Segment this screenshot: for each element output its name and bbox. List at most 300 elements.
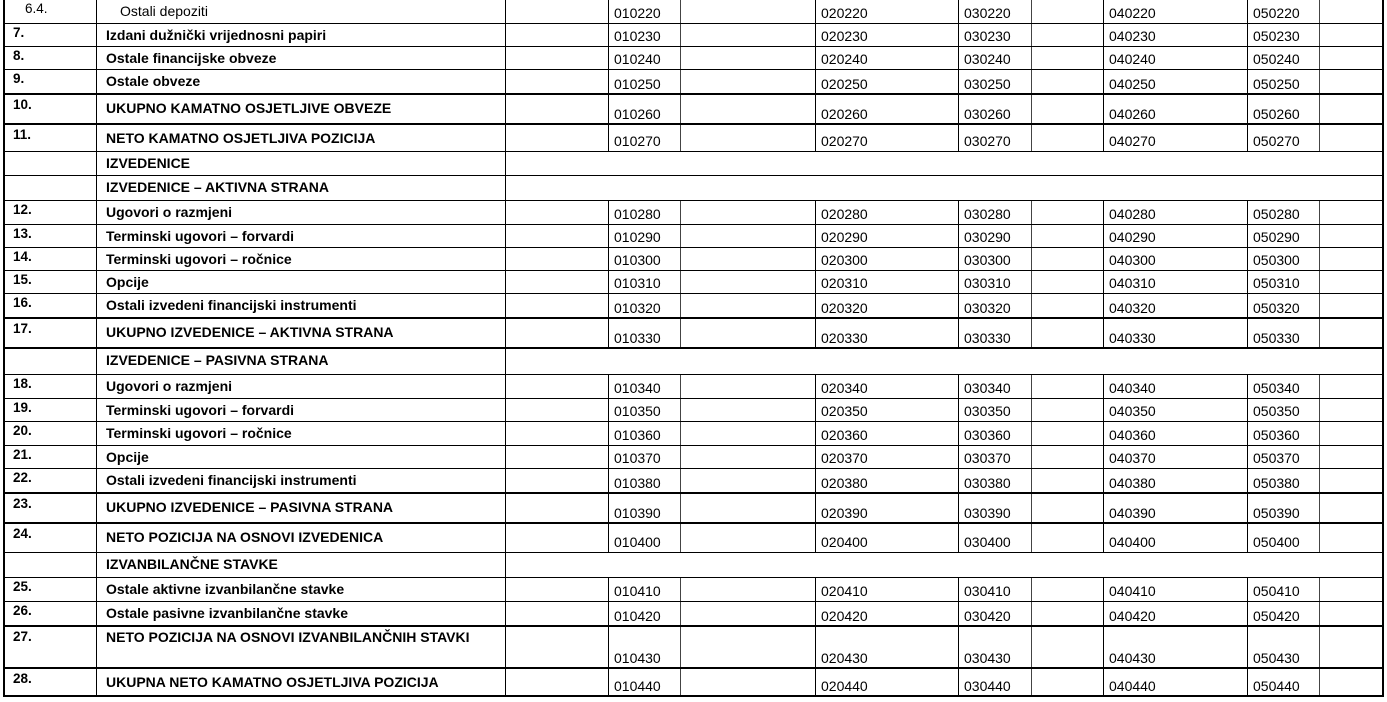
- code-cell: 030390: [964, 505, 1011, 521]
- code-cell: 020230: [821, 28, 868, 44]
- code-cell: 010420: [614, 608, 661, 624]
- column-divider: [1247, 24, 1248, 47]
- code-cell: 010230: [614, 28, 661, 44]
- subcolumn-divider: [1031, 201, 1032, 225]
- code-cell: 050430: [1253, 650, 1300, 666]
- code-cell: 010300: [614, 252, 661, 268]
- column-divider: [1247, 294, 1248, 319]
- code-cell: 020400: [821, 534, 868, 550]
- code-cell: 050380: [1253, 475, 1300, 491]
- column-divider: [96, 319, 97, 349]
- column-divider: [815, 469, 816, 494]
- code-cell: 020340: [821, 380, 868, 396]
- column-divider: [96, 375, 97, 399]
- subcolumn-divider: [1031, 524, 1032, 553]
- column-divider: [505, 152, 506, 176]
- table-row: [3, 294, 1384, 319]
- table-row: [3, 578, 1384, 602]
- table-row: [3, 494, 1384, 524]
- column-divider: [958, 47, 959, 70]
- column-divider: [505, 176, 506, 201]
- column-divider: [505, 494, 506, 524]
- table-row: [3, 627, 1384, 669]
- subcolumn-divider: [1319, 47, 1320, 70]
- column-divider: [1247, 446, 1248, 469]
- subcolumn-divider: [1319, 248, 1320, 271]
- code-cell: 030260: [964, 106, 1011, 122]
- code-cell: 050400: [1253, 534, 1300, 550]
- column-divider: [505, 349, 506, 375]
- table-row: [3, 47, 1384, 70]
- column-divider: [96, 47, 97, 70]
- row-label: UKUPNA NETO KAMATNO OSJETLJIVA POZICIJA: [106, 674, 439, 690]
- subcolumn-divider: [1031, 271, 1032, 294]
- column-divider: [1247, 469, 1248, 494]
- code-cell: 020370: [821, 450, 868, 466]
- subcolumn-divider: [1319, 627, 1320, 669]
- column-divider: [958, 24, 959, 47]
- column-divider: [815, 294, 816, 319]
- code-cell: 040250: [1109, 76, 1156, 92]
- column-divider: [96, 176, 97, 201]
- code-cell: 010440: [614, 678, 661, 694]
- code-cell: 040300: [1109, 252, 1156, 268]
- row-label: Terminski ugovori – forvardi: [106, 228, 295, 244]
- column-divider: [815, 125, 816, 152]
- code-cell: 040290: [1109, 229, 1156, 245]
- subcolumn-divider: [680, 225, 681, 248]
- column-divider: [1103, 578, 1104, 602]
- subcolumn-divider: [680, 47, 681, 70]
- code-cell: 010410: [614, 583, 661, 599]
- subcolumn-divider: [680, 70, 681, 95]
- code-cell: 050440: [1253, 678, 1300, 694]
- column-divider: [96, 553, 97, 578]
- column-divider: [1247, 201, 1248, 225]
- row-number: 22.: [13, 470, 32, 485]
- column-divider: [958, 225, 959, 248]
- row-number: 20.: [13, 423, 32, 438]
- code-cell: 040360: [1109, 427, 1156, 443]
- row-number: 6.4.: [25, 1, 48, 16]
- column-divider: [505, 469, 506, 494]
- code-cell: 010260: [614, 106, 661, 122]
- column-divider: [608, 95, 609, 125]
- column-divider: [505, 422, 506, 446]
- column-divider: [505, 399, 506, 422]
- column-divider: [96, 469, 97, 494]
- column-divider: [815, 70, 816, 95]
- subcolumn-divider: [1319, 399, 1320, 422]
- subcolumn-divider: [1031, 95, 1032, 125]
- row-label: UKUPNO IZVEDENICE – AKTIVNA STRANA: [106, 324, 394, 340]
- column-divider: [958, 125, 959, 152]
- table-row: [3, 375, 1384, 399]
- code-cell: 040310: [1109, 275, 1156, 291]
- row-number: 26.: [13, 603, 32, 618]
- row-border: [3, 696, 1384, 697]
- column-divider: [958, 578, 959, 602]
- column-divider: [505, 271, 506, 294]
- code-cell: 050260: [1253, 106, 1300, 122]
- code-cell: 040390: [1109, 505, 1156, 521]
- column-divider: [505, 553, 506, 578]
- row-number: 25.: [13, 579, 32, 594]
- subcolumn-divider: [1031, 125, 1032, 152]
- column-divider: [815, 399, 816, 422]
- row-number: 12.: [13, 202, 32, 217]
- column-divider: [608, 469, 609, 494]
- row-label: UKUPNO IZVEDENICE – PASIVNA STRANA: [106, 499, 394, 515]
- code-cell: 020390: [821, 505, 868, 521]
- subcolumn-divider: [680, 0, 681, 24]
- code-cell: 030330: [964, 330, 1011, 346]
- subcolumn-divider: [680, 201, 681, 225]
- code-cell: 030300: [964, 252, 1011, 268]
- subcolumn-divider: [1319, 125, 1320, 152]
- column-divider: [815, 669, 816, 697]
- row-label: Terminski ugovori – ročnice: [106, 425, 292, 441]
- column-divider: [1247, 494, 1248, 524]
- column-divider: [1103, 602, 1104, 627]
- column-divider: [1103, 319, 1104, 349]
- code-cell: 010250: [614, 76, 661, 92]
- column-divider: [958, 294, 959, 319]
- code-cell: 010320: [614, 300, 661, 316]
- row-number: 24.: [13, 526, 32, 541]
- subcolumn-divider: [1031, 578, 1032, 602]
- column-divider: [608, 494, 609, 524]
- subcolumn-divider: [1319, 446, 1320, 469]
- column-divider: [958, 422, 959, 446]
- code-cell: 050340: [1253, 380, 1300, 396]
- code-cell: 050360: [1253, 427, 1300, 443]
- column-divider: [505, 602, 506, 627]
- column-divider: [96, 0, 97, 24]
- code-cell: 030240: [964, 51, 1011, 67]
- section-header-row: [3, 176, 1384, 201]
- column-divider: [96, 399, 97, 422]
- column-divider: [815, 627, 816, 669]
- subcolumn-divider: [1031, 70, 1032, 95]
- row-label: Ostali depoziti: [120, 3, 208, 19]
- row-number: 8.: [13, 48, 25, 63]
- code-cell: 030290: [964, 229, 1011, 245]
- code-cell: 040280: [1109, 206, 1156, 222]
- column-divider: [1247, 422, 1248, 446]
- code-cell: 050420: [1253, 608, 1300, 624]
- column-divider: [1103, 524, 1104, 553]
- code-cell: 010270: [614, 133, 661, 149]
- table-row: [3, 669, 1384, 697]
- column-divider: [1247, 225, 1248, 248]
- column-divider: [958, 627, 959, 669]
- subcolumn-divider: [1031, 422, 1032, 446]
- subcolumn-divider: [1031, 24, 1032, 47]
- column-divider: [96, 627, 97, 669]
- column-divider: [958, 319, 959, 349]
- column-divider: [608, 24, 609, 47]
- code-cell: 020280: [821, 206, 868, 222]
- column-divider: [96, 248, 97, 271]
- row-label: Ugovori o razmjeni: [106, 204, 233, 220]
- row-label: Opcije: [106, 274, 149, 290]
- column-divider: [96, 125, 97, 152]
- section-header-row: [3, 152, 1384, 176]
- row-label: UKUPNO KAMATNO OSJETLJIVE OBVEZE: [106, 100, 392, 116]
- report-table: [3, 0, 1384, 700]
- code-cell: 010350: [614, 403, 661, 419]
- code-cell: 010340: [614, 380, 661, 396]
- code-cell: 020420: [821, 608, 868, 624]
- code-cell: 020320: [821, 300, 868, 316]
- column-divider: [608, 446, 609, 469]
- code-cell: 030360: [964, 427, 1011, 443]
- column-divider: [608, 602, 609, 627]
- column-divider: [96, 201, 97, 225]
- column-divider: [1247, 375, 1248, 399]
- code-cell: 040400: [1109, 534, 1156, 550]
- column-divider: [958, 469, 959, 494]
- column-divider: [958, 669, 959, 697]
- code-cell: 010390: [614, 505, 661, 521]
- code-cell: 030320: [964, 300, 1011, 316]
- code-cell: 010310: [614, 275, 661, 291]
- code-cell: 040440: [1109, 678, 1156, 694]
- row-number: 17.: [13, 321, 32, 336]
- column-divider: [505, 524, 506, 553]
- row-label: Ostali izvedeni financijski instrumenti: [106, 297, 357, 313]
- row-number: [3, 152, 94, 176]
- code-cell: 030420: [964, 608, 1011, 624]
- column-divider: [958, 201, 959, 225]
- subcolumn-divider: [680, 399, 681, 422]
- code-cell: 020350: [821, 403, 868, 419]
- table-row: [3, 70, 1384, 95]
- row-label: Ugovori o razmjeni: [106, 378, 233, 394]
- subcolumn-divider: [1319, 578, 1320, 602]
- column-divider: [608, 524, 609, 553]
- row-label: Terminski ugovori – forvardi: [106, 402, 295, 418]
- column-divider: [96, 446, 97, 469]
- column-divider: [96, 24, 97, 47]
- code-cell: 040270: [1109, 133, 1156, 149]
- subcolumn-divider: [680, 446, 681, 469]
- code-cell: 030410: [964, 583, 1011, 599]
- column-divider: [815, 47, 816, 70]
- code-cell: 020270: [821, 133, 868, 149]
- subcolumn-divider: [1031, 225, 1032, 248]
- row-number: 28.: [13, 671, 32, 686]
- code-cell: 030350: [964, 403, 1011, 419]
- subcolumn-divider: [1031, 494, 1032, 524]
- column-divider: [505, 201, 506, 225]
- section-header-row: [3, 553, 1384, 578]
- code-cell: 030430: [964, 650, 1011, 666]
- column-divider: [505, 125, 506, 152]
- row-label: Ostale financijske obveze: [106, 50, 277, 66]
- code-cell: 030280: [964, 206, 1011, 222]
- column-divider: [608, 399, 609, 422]
- row-number: 7.: [13, 25, 25, 40]
- code-cell: 020330: [821, 330, 868, 346]
- row-label: Ostale aktivne izvanbilančne stavke: [106, 581, 345, 597]
- code-cell: 020380: [821, 475, 868, 491]
- code-cell: 040430: [1109, 650, 1156, 666]
- column-divider: [608, 578, 609, 602]
- column-divider: [1103, 294, 1104, 319]
- code-cell: 010330: [614, 330, 661, 346]
- code-cell: 020300: [821, 252, 868, 268]
- column-divider: [815, 319, 816, 349]
- table-row: [3, 125, 1384, 152]
- code-cell: 040380: [1109, 475, 1156, 491]
- subcolumn-divider: [1319, 225, 1320, 248]
- code-cell: 030370: [964, 450, 1011, 466]
- code-cell: 020430: [821, 650, 868, 666]
- subcolumn-divider: [1031, 669, 1032, 697]
- subcolumn-divider: [680, 319, 681, 349]
- column-divider: [958, 271, 959, 294]
- code-cell: 050370: [1253, 450, 1300, 466]
- section-header-row: [3, 349, 1384, 375]
- code-cell: 050410: [1253, 583, 1300, 599]
- column-divider: [96, 271, 97, 294]
- column-divider: [815, 375, 816, 399]
- column-divider: [1247, 47, 1248, 70]
- column-divider: [608, 422, 609, 446]
- column-divider: [96, 494, 97, 524]
- subcolumn-divider: [1319, 319, 1320, 349]
- row-number: 9.: [13, 71, 25, 86]
- column-divider: [608, 0, 609, 24]
- code-cell: 030230: [964, 28, 1011, 44]
- column-divider: [96, 294, 97, 319]
- subcolumn-divider: [1031, 248, 1032, 271]
- code-cell: 050300: [1253, 252, 1300, 268]
- subcolumn-divider: [1031, 469, 1032, 494]
- code-cell: 040370: [1109, 450, 1156, 466]
- subcolumn-divider: [680, 627, 681, 669]
- code-cell: 010220: [614, 5, 661, 21]
- code-cell: 050350: [1253, 403, 1300, 419]
- column-divider: [815, 225, 816, 248]
- column-divider: [608, 248, 609, 271]
- column-divider: [608, 201, 609, 225]
- code-cell: 050290: [1253, 229, 1300, 245]
- code-cell: 010360: [614, 427, 661, 443]
- column-divider: [1247, 627, 1248, 669]
- row-label: NETO KAMATNO OSJETLJIVA POZICIJA: [106, 130, 376, 146]
- table-row: [3, 95, 1384, 125]
- code-cell: 020250: [821, 76, 868, 92]
- table-row: [3, 0, 1384, 24]
- column-divider: [608, 47, 609, 70]
- column-divider: [958, 70, 959, 95]
- column-divider: [505, 669, 506, 697]
- column-divider: [96, 524, 97, 553]
- column-divider: [505, 95, 506, 125]
- column-divider: [608, 627, 609, 669]
- column-divider: [1103, 248, 1104, 271]
- code-cell: 030440: [964, 678, 1011, 694]
- table-row: [3, 319, 1384, 349]
- subcolumn-divider: [680, 271, 681, 294]
- column-divider: [1103, 24, 1104, 47]
- subcolumn-divider: [680, 469, 681, 494]
- column-divider: [96, 602, 97, 627]
- column-divider: [1103, 225, 1104, 248]
- subcolumn-divider: [1319, 524, 1320, 553]
- column-divider: [96, 152, 97, 176]
- row-number: 23.: [13, 496, 32, 511]
- code-cell: 010280: [614, 206, 661, 222]
- code-cell: 020220: [821, 5, 868, 21]
- column-divider: [1247, 0, 1248, 24]
- code-cell: 040220: [1109, 5, 1156, 21]
- column-divider: [1103, 47, 1104, 70]
- subcolumn-divider: [680, 578, 681, 602]
- table-row: [3, 469, 1384, 494]
- code-cell: 010240: [614, 51, 661, 67]
- row-label: Ostali izvedeni financijski instrumenti: [106, 472, 357, 488]
- row-number: 15.: [13, 272, 32, 287]
- column-divider: [815, 422, 816, 446]
- code-cell: 040410: [1109, 583, 1156, 599]
- table-row: [3, 248, 1384, 271]
- column-divider: [1103, 446, 1104, 469]
- column-divider: [96, 225, 97, 248]
- column-divider: [608, 319, 609, 349]
- subcolumn-divider: [680, 95, 681, 125]
- row-number: [3, 349, 94, 375]
- row-number: 18.: [13, 376, 32, 391]
- subcolumn-divider: [680, 422, 681, 446]
- column-divider: [815, 602, 816, 627]
- column-divider: [815, 578, 816, 602]
- code-cell: 010370: [614, 450, 661, 466]
- row-number: [3, 553, 94, 578]
- subcolumn-divider: [1031, 446, 1032, 469]
- code-cell: 030220: [964, 5, 1011, 21]
- column-divider: [1247, 95, 1248, 125]
- column-divider: [608, 271, 609, 294]
- code-cell: 020440: [821, 678, 868, 694]
- table-row: [3, 399, 1384, 422]
- code-cell: 050250: [1253, 76, 1300, 92]
- row-number: 27.: [13, 629, 32, 644]
- row-number: 21.: [13, 447, 32, 462]
- row-label: NETO POZICIJA NA OSNOVI IZVANBILANČNIH STAVKI: [106, 629, 470, 645]
- row-label: Ostale pasivne izvanbilančne stavke: [106, 605, 349, 621]
- column-divider: [958, 494, 959, 524]
- row-number: 16.: [13, 295, 32, 310]
- column-divider: [815, 248, 816, 271]
- column-divider: [96, 669, 97, 697]
- column-divider: [608, 225, 609, 248]
- subcolumn-divider: [680, 524, 681, 553]
- column-divider: [96, 70, 97, 95]
- subcolumn-divider: [1319, 201, 1320, 225]
- subcolumn-divider: [680, 375, 681, 399]
- table-row: [3, 602, 1384, 627]
- code-cell: 040230: [1109, 28, 1156, 44]
- column-divider: [608, 70, 609, 95]
- code-cell: 040260: [1109, 106, 1156, 122]
- code-cell: 040420: [1109, 608, 1156, 624]
- subcolumn-divider: [1319, 271, 1320, 294]
- column-divider: [608, 125, 609, 152]
